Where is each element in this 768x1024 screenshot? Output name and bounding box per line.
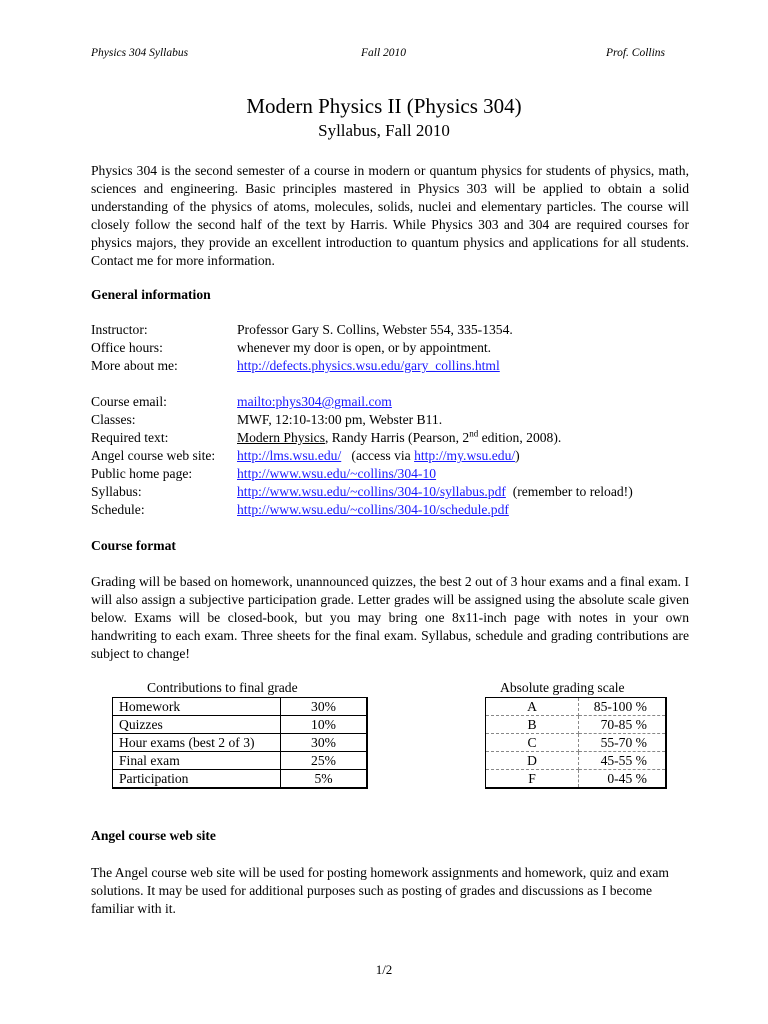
scale-range: 0-45 % <box>579 770 667 789</box>
scale-grade: A <box>486 698 579 716</box>
syllabus-link[interactable]: http://www.wsu.edu/~collins/304-10/syllabus.pdf <box>237 484 506 499</box>
angel-close: ) <box>515 448 520 463</box>
schedule-label: Schedule: <box>91 502 145 517</box>
angel-link[interactable]: http://lms.wsu.edu/ <box>237 448 342 463</box>
text-sup: nd <box>469 428 479 439</box>
contribution-row <box>113 734 368 752</box>
angel-via: (access via <box>341 448 415 463</box>
scale-row <box>486 734 667 752</box>
text-label: Required text: <box>91 430 169 445</box>
page-title: Modern Physics II (Physics 304) <box>246 94 522 118</box>
contribution-item: Final exam <box>113 752 281 770</box>
contribution-percent: 5% <box>281 770 368 789</box>
classes-value: MWF, 12:10-13:00 pm, Webster B11. <box>237 412 443 427</box>
page-subtitle: Syllabus, Fall 2010 <box>318 121 450 140</box>
angel-paragraph: The Angel course web site will be used for posting homework assignments and homework, quiz and exam solutions. It may be used for additional purposes such as posting of grades and discussions as I become familiar with it. <box>91 865 669 916</box>
home-label: Public home page: <box>91 466 193 481</box>
contribution-item: Hour exams (best 2 of 3) <box>113 734 281 752</box>
contribution-row <box>113 698 368 716</box>
email-label: Course email: <box>91 394 167 409</box>
contribution-row <box>113 716 368 734</box>
scale-grade: F <box>486 770 579 789</box>
text-book: Modern Physics <box>237 430 325 445</box>
schedule-link[interactable]: http://www.wsu.edu/~collins/304-10/schedule.pdf <box>237 502 509 517</box>
office-label: Office hours: <box>91 340 163 355</box>
classes-label: Classes: <box>91 412 136 427</box>
page-number: 1/2 <box>375 962 393 977</box>
contribution-row <box>113 770 368 789</box>
instructor-label: Instructor: <box>91 322 148 337</box>
scale-grade: C <box>486 734 579 752</box>
scale-grade: B <box>486 716 579 734</box>
contribution-percent: 30% <box>281 698 368 716</box>
contribution-item: Homework <box>113 698 281 716</box>
scale-caption: Absolute grading scale <box>500 680 625 695</box>
scale-range: 70-85 % <box>579 716 667 734</box>
angel-label: Angel course web site: <box>91 448 216 463</box>
contribution-percent: 30% <box>281 734 368 752</box>
intro-paragraph: Physics 304 is the second semester of a course in modern or quantum physics for students of physics, math, sciences and engineering. Basic principles mastered in Physics 303 will be applied to obtain a solid understanding of the physics of atoms, molecules, solids, nuclei and elementary particles. The course will closely follow the second half of the text by Harris. While Physics 303 and 304 are required courses for physics majors, they provide an excellent introduction to quantum physics and applications for all students. Contact me for more information. <box>91 163 689 268</box>
syllabus-note: (remember to reload!) <box>505 484 633 499</box>
contribution-percent: 25% <box>281 752 368 770</box>
instructor-value: Professor Gary S. Collins, Webster 554, 335-1354. <box>237 322 513 337</box>
scale-row <box>486 698 667 716</box>
office-value: whenever my door is open, or by appointment. <box>237 340 492 355</box>
text-author: , Randy Harris (Pearson, 2 <box>324 430 470 445</box>
contributions-caption: Contributions to final grade <box>147 680 298 695</box>
scale-range: 85-100 % <box>579 698 667 716</box>
angel-heading: Angel course web site <box>91 828 216 843</box>
header-center: Fall 2010 <box>361 47 407 59</box>
contribution-row <box>113 752 368 770</box>
text-rest: edition, 2008). <box>478 430 562 445</box>
contribution-item: Quizzes <box>113 716 281 734</box>
header-left: Physics 304 Syllabus <box>91 47 189 59</box>
contributions-table <box>112 697 368 789</box>
contribution-item: Participation <box>113 770 281 789</box>
scale-grade: D <box>486 752 579 770</box>
angel-via-link[interactable]: http://my.wsu.edu/ <box>414 448 516 463</box>
more-label: More about me: <box>91 358 178 373</box>
general-heading: General information <box>91 287 211 302</box>
email-link[interactable]: mailto:phys304@gmail.com <box>237 394 392 409</box>
home-link[interactable]: http://www.wsu.edu/~collins/304-10 <box>237 466 437 481</box>
scale-range: 45-55 % <box>579 752 667 770</box>
format-paragraph: Grading will be based on homework, unannounced quizzes, the best 2 out of 3 hour exams and a final exam. I will also assign a subjective participation grade. Letter grades will be assigned using the absolute scale given below. Exams will be closed-book, but you may bring one 8x11-inch page with notes in your own handwriting to each exam. Three sheets for the final exam. Syllabus, schedule and grading contributions are subject to change! <box>91 574 689 661</box>
contribution-percent: 10% <box>281 716 368 734</box>
scale-row <box>486 752 667 770</box>
format-heading: Course format <box>91 538 176 553</box>
more-link[interactable]: http://defects.physics.wsu.edu/gary_collins.html <box>237 358 500 373</box>
grading-scale-table <box>485 697 667 789</box>
scale-range: 55-70 % <box>579 734 667 752</box>
scale-row <box>486 716 667 734</box>
header-right: Prof. Collins <box>606 47 665 59</box>
syllabus-label: Syllabus: <box>91 484 142 499</box>
scale-row <box>486 770 667 789</box>
